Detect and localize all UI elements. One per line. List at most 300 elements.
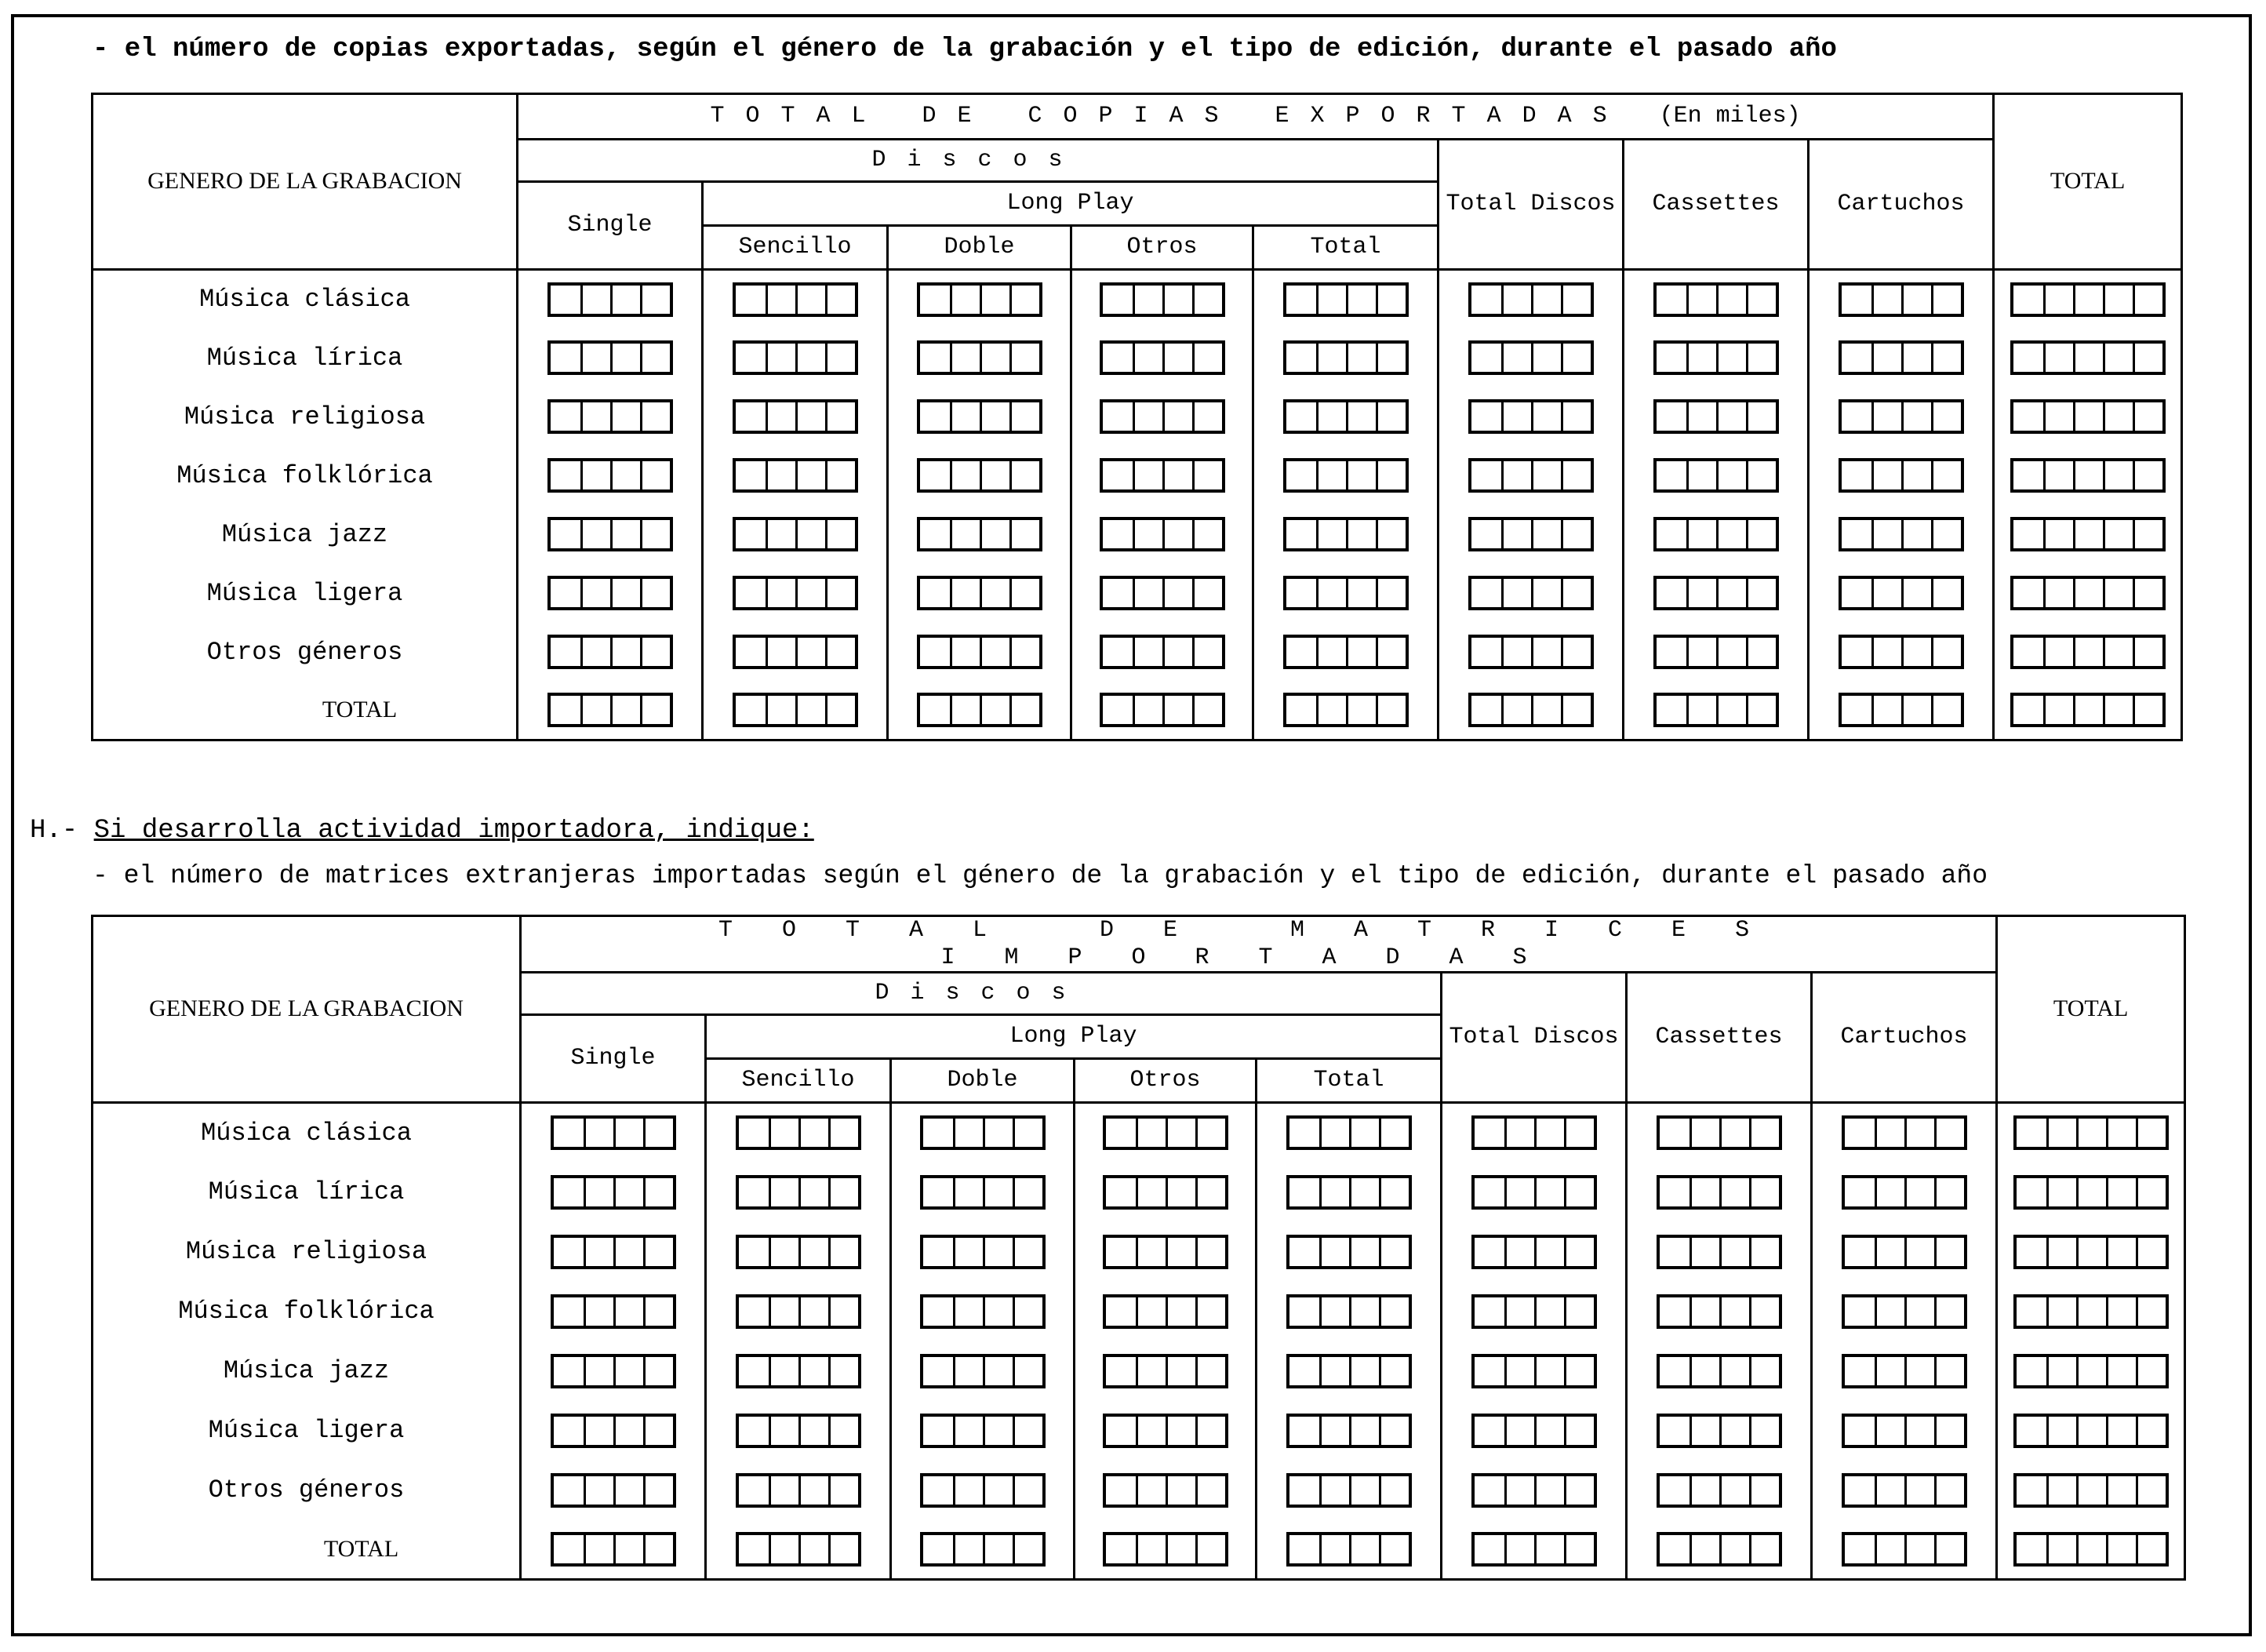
- digit-box[interactable]: [953, 1178, 983, 1206]
- digit-entry-boxes[interactable]: [920, 1115, 1046, 1150]
- digit-box[interactable]: [739, 1476, 769, 1505]
- digit-entry-boxes[interactable]: [1839, 458, 1964, 493]
- digit-box[interactable]: [1564, 1476, 1594, 1505]
- digit-box[interactable]: [1471, 286, 1501, 314]
- digit-entry-boxes[interactable]: [917, 693, 1042, 727]
- digit-box[interactable]: [1504, 1357, 1534, 1385]
- digit-box[interactable]: [1475, 1357, 1504, 1385]
- digit-entry-boxes[interactable]: [1842, 1354, 1967, 1388]
- digit-box[interactable]: [1106, 1238, 1136, 1266]
- digit-box[interactable]: [1934, 1417, 1964, 1445]
- digit-entry-boxes[interactable]: [736, 1414, 861, 1448]
- digit-entry-boxes[interactable]: [1471, 1294, 1597, 1329]
- digit-box[interactable]: [1657, 579, 1686, 607]
- digit-entry-boxes[interactable]: [1657, 1532, 1782, 1566]
- digit-box[interactable]: [1501, 344, 1531, 372]
- digit-box[interactable]: [739, 1119, 769, 1147]
- digit-entry-boxes[interactable]: [2013, 1532, 2169, 1566]
- digit-box[interactable]: [1166, 1238, 1195, 1266]
- digit-box[interactable]: [2073, 520, 2103, 548]
- digit-box[interactable]: [2076, 1297, 2106, 1326]
- digit-box[interactable]: [2046, 1535, 2076, 1563]
- digit-box[interactable]: [1166, 1119, 1195, 1147]
- digit-entry-boxes[interactable]: [1468, 282, 1594, 317]
- digit-box[interactable]: [1475, 1119, 1504, 1147]
- digit-box[interactable]: [2017, 1535, 2046, 1563]
- digit-box[interactable]: [1561, 286, 1591, 314]
- digit-entry-boxes[interactable]: [1100, 458, 1225, 493]
- digit-entry-boxes[interactable]: [551, 1414, 676, 1448]
- digit-entry-boxes[interactable]: [1103, 1115, 1228, 1150]
- digit-box[interactable]: [1286, 638, 1316, 666]
- digit-box[interactable]: [2046, 1119, 2076, 1147]
- digit-box[interactable]: [2013, 402, 2043, 431]
- digit-box[interactable]: [980, 344, 1009, 372]
- digit-entry-boxes[interactable]: [733, 458, 858, 493]
- digit-box[interactable]: [1842, 520, 1871, 548]
- digit-box[interactable]: [1564, 1535, 1594, 1563]
- digit-entry-boxes[interactable]: [917, 282, 1042, 317]
- digit-entry-boxes[interactable]: [1286, 1414, 1412, 1448]
- digit-box[interactable]: [1349, 1535, 1379, 1563]
- digit-entry-boxes[interactable]: [551, 1294, 676, 1329]
- digit-entry-boxes[interactable]: [2013, 1175, 2169, 1210]
- digit-entry-boxes[interactable]: [1286, 1115, 1412, 1150]
- digit-box[interactable]: [1689, 1417, 1719, 1445]
- digit-box[interactable]: [766, 579, 795, 607]
- digit-entry-boxes[interactable]: [2013, 1354, 2169, 1388]
- digit-box[interactable]: [825, 520, 855, 548]
- digit-entry-boxes[interactable]: [736, 1235, 861, 1269]
- digit-box[interactable]: [1901, 579, 1931, 607]
- digit-box[interactable]: [1534, 1357, 1564, 1385]
- digit-box[interactable]: [1716, 344, 1746, 372]
- digit-box[interactable]: [1475, 1476, 1504, 1505]
- digit-box[interactable]: [1013, 1119, 1042, 1147]
- digit-box[interactable]: [1106, 1357, 1136, 1385]
- digit-box[interactable]: [1842, 461, 1871, 489]
- digit-box[interactable]: [828, 1297, 858, 1326]
- digit-entry-boxes[interactable]: [1471, 1354, 1597, 1388]
- digit-box[interactable]: [2073, 344, 2103, 372]
- digit-entry-boxes[interactable]: [1653, 517, 1779, 551]
- digit-box[interactable]: [1561, 579, 1591, 607]
- digit-box[interactable]: [1749, 1297, 1779, 1326]
- digit-entry-boxes[interactable]: [1653, 282, 1779, 317]
- digit-box[interactable]: [983, 1476, 1013, 1505]
- digit-box[interactable]: [825, 344, 855, 372]
- digit-box[interactable]: [1346, 344, 1376, 372]
- digit-box[interactable]: [2013, 286, 2043, 314]
- digit-box[interactable]: [828, 1476, 858, 1505]
- digit-box[interactable]: [1716, 461, 1746, 489]
- digit-box[interactable]: [950, 696, 980, 724]
- digit-box[interactable]: [554, 1357, 584, 1385]
- digit-entry-boxes[interactable]: [1471, 1532, 1597, 1566]
- digit-box[interactable]: [1379, 1357, 1409, 1385]
- digit-box[interactable]: [2013, 461, 2043, 489]
- digit-box[interactable]: [551, 696, 580, 724]
- digit-box[interactable]: [953, 1238, 983, 1266]
- digit-box[interactable]: [1289, 1119, 1319, 1147]
- digit-box[interactable]: [1316, 461, 1346, 489]
- digit-box[interactable]: [2076, 1178, 2106, 1206]
- digit-entry-boxes[interactable]: [920, 1414, 1046, 1448]
- digit-box[interactable]: [1934, 1178, 1964, 1206]
- digit-box[interactable]: [1192, 520, 1222, 548]
- digit-box[interactable]: [1376, 286, 1406, 314]
- digit-box[interactable]: [1475, 1535, 1504, 1563]
- digit-box[interactable]: [1564, 1297, 1594, 1326]
- digit-box[interactable]: [2073, 579, 2103, 607]
- digit-box[interactable]: [1904, 1178, 1934, 1206]
- digit-box[interactable]: [923, 1297, 953, 1326]
- digit-box[interactable]: [610, 696, 640, 724]
- digit-entry-boxes[interactable]: [551, 1532, 676, 1566]
- digit-box[interactable]: [584, 1535, 613, 1563]
- digit-box[interactable]: [1136, 1178, 1166, 1206]
- digit-box[interactable]: [1013, 1178, 1042, 1206]
- digit-box[interactable]: [1289, 1476, 1319, 1505]
- digit-entry-boxes[interactable]: [547, 635, 673, 669]
- digit-box[interactable]: [1192, 638, 1222, 666]
- digit-entry-boxes[interactable]: [1842, 1175, 1967, 1210]
- digit-box[interactable]: [2133, 638, 2162, 666]
- digit-entry-boxes[interactable]: [1103, 1414, 1228, 1448]
- digit-box[interactable]: [1013, 1476, 1042, 1505]
- digit-box[interactable]: [2043, 461, 2073, 489]
- digit-box[interactable]: [1686, 520, 1716, 548]
- digit-box[interactable]: [920, 461, 950, 489]
- digit-entry-boxes[interactable]: [1471, 1115, 1597, 1150]
- digit-entry-boxes[interactable]: [1283, 340, 1409, 375]
- digit-box[interactable]: [2017, 1238, 2046, 1266]
- digit-box[interactable]: [953, 1476, 983, 1505]
- digit-box[interactable]: [798, 1297, 828, 1326]
- digit-box[interactable]: [1904, 1535, 1934, 1563]
- digit-box[interactable]: [1103, 344, 1133, 372]
- digit-box[interactable]: [2136, 1357, 2166, 1385]
- digit-entry-boxes[interactable]: [1842, 1414, 1967, 1448]
- digit-entry-boxes[interactable]: [920, 1532, 1046, 1566]
- digit-box[interactable]: [1501, 461, 1531, 489]
- digit-box[interactable]: [1504, 1297, 1534, 1326]
- digit-box[interactable]: [828, 1357, 858, 1385]
- digit-box[interactable]: [828, 1119, 858, 1147]
- digit-box[interactable]: [2046, 1238, 2076, 1266]
- digit-entry-boxes[interactable]: [1283, 282, 1409, 317]
- digit-box[interactable]: [795, 344, 825, 372]
- digit-entry-boxes[interactable]: [1286, 1532, 1412, 1566]
- digit-box[interactable]: [766, 461, 795, 489]
- digit-box[interactable]: [640, 402, 670, 431]
- digit-box[interactable]: [1166, 1476, 1195, 1505]
- digit-box[interactable]: [1716, 579, 1746, 607]
- digit-box[interactable]: [551, 461, 580, 489]
- digit-entry-boxes[interactable]: [1842, 1115, 1967, 1150]
- digit-box[interactable]: [1376, 461, 1406, 489]
- digit-entry-boxes[interactable]: [551, 1235, 676, 1269]
- digit-entry-boxes[interactable]: [917, 517, 1042, 551]
- digit-box[interactable]: [1504, 1476, 1534, 1505]
- digit-entry-boxes[interactable]: [1103, 1294, 1228, 1329]
- digit-box[interactable]: [983, 1357, 1013, 1385]
- digit-box[interactable]: [610, 402, 640, 431]
- digit-box[interactable]: [1286, 402, 1316, 431]
- digit-box[interactable]: [1842, 579, 1871, 607]
- digit-box[interactable]: [613, 1476, 643, 1505]
- digit-box[interactable]: [950, 638, 980, 666]
- digit-box[interactable]: [1875, 1417, 1904, 1445]
- digit-box[interactable]: [2136, 1238, 2166, 1266]
- digit-entry-boxes[interactable]: [1100, 635, 1225, 669]
- digit-box[interactable]: [1561, 520, 1591, 548]
- digit-box[interactable]: [580, 696, 610, 724]
- digit-box[interactable]: [1716, 286, 1746, 314]
- digit-box[interactable]: [2043, 579, 2073, 607]
- digit-entry-boxes[interactable]: [1283, 458, 1409, 493]
- digit-box[interactable]: [1561, 696, 1591, 724]
- digit-box[interactable]: [769, 1178, 798, 1206]
- digit-box[interactable]: [2133, 286, 2162, 314]
- digit-box[interactable]: [1931, 286, 1961, 314]
- digit-box[interactable]: [2017, 1119, 2046, 1147]
- digit-box[interactable]: [795, 461, 825, 489]
- digit-box[interactable]: [2073, 402, 2103, 431]
- digit-box[interactable]: [640, 461, 670, 489]
- digit-box[interactable]: [828, 1417, 858, 1445]
- digit-entry-boxes[interactable]: [1283, 576, 1409, 610]
- digit-box[interactable]: [1842, 696, 1871, 724]
- digit-entry-boxes[interactable]: [917, 635, 1042, 669]
- digit-entry-boxes[interactable]: [2013, 1414, 2169, 1448]
- digit-entry-boxes[interactable]: [551, 1175, 676, 1210]
- digit-box[interactable]: [1162, 696, 1192, 724]
- digit-box[interactable]: [1195, 1238, 1225, 1266]
- digit-box[interactable]: [950, 520, 980, 548]
- digit-box[interactable]: [1009, 638, 1039, 666]
- digit-box[interactable]: [1660, 1417, 1689, 1445]
- digit-box[interactable]: [1686, 579, 1716, 607]
- digit-box[interactable]: [1316, 286, 1346, 314]
- digit-box[interactable]: [1534, 1119, 1564, 1147]
- digit-box[interactable]: [613, 1297, 643, 1326]
- digit-box[interactable]: [1875, 1476, 1904, 1505]
- digit-box[interactable]: [1349, 1297, 1379, 1326]
- digit-box[interactable]: [1195, 1119, 1225, 1147]
- digit-box[interactable]: [580, 461, 610, 489]
- digit-box[interactable]: [2106, 1238, 2136, 1266]
- digit-box[interactable]: [953, 1535, 983, 1563]
- digit-box[interactable]: [1346, 579, 1376, 607]
- digit-box[interactable]: [1286, 344, 1316, 372]
- digit-entry-boxes[interactable]: [920, 1175, 1046, 1210]
- digit-box[interactable]: [1103, 638, 1133, 666]
- digit-box[interactable]: [1133, 520, 1162, 548]
- digit-box[interactable]: [1531, 520, 1561, 548]
- digit-entry-boxes[interactable]: [551, 1115, 676, 1150]
- digit-box[interactable]: [1564, 1178, 1594, 1206]
- digit-entry-boxes[interactable]: [1103, 1175, 1228, 1210]
- digit-box[interactable]: [613, 1238, 643, 1266]
- digit-box[interactable]: [1349, 1417, 1379, 1445]
- digit-entry-boxes[interactable]: [551, 1354, 676, 1388]
- digit-box[interactable]: [1871, 579, 1901, 607]
- digit-box[interactable]: [2076, 1476, 2106, 1505]
- digit-box[interactable]: [2076, 1119, 2106, 1147]
- digit-box[interactable]: [1133, 461, 1162, 489]
- digit-entry-boxes[interactable]: [920, 1473, 1046, 1508]
- digit-box[interactable]: [1561, 344, 1591, 372]
- digit-box[interactable]: [1746, 520, 1776, 548]
- digit-box[interactable]: [2076, 1417, 2106, 1445]
- digit-box[interactable]: [1875, 1297, 1904, 1326]
- digit-box[interactable]: [1316, 579, 1346, 607]
- digit-box[interactable]: [1934, 1476, 1964, 1505]
- digit-box[interactable]: [1106, 1476, 1136, 1505]
- digit-box[interactable]: [1192, 579, 1222, 607]
- digit-box[interactable]: [2076, 1357, 2106, 1385]
- digit-box[interactable]: [1009, 344, 1039, 372]
- digit-entry-boxes[interactable]: [2010, 517, 2166, 551]
- digit-box[interactable]: [1746, 579, 1776, 607]
- digit-box[interactable]: [1564, 1417, 1594, 1445]
- digit-box[interactable]: [1195, 1535, 1225, 1563]
- digit-box[interactable]: [1871, 638, 1901, 666]
- digit-entry-boxes[interactable]: [1657, 1235, 1782, 1269]
- digit-box[interactable]: [1842, 638, 1871, 666]
- digit-box[interactable]: [953, 1417, 983, 1445]
- digit-entry-boxes[interactable]: [1839, 399, 1964, 434]
- digit-box[interactable]: [1319, 1535, 1349, 1563]
- digit-box[interactable]: [920, 638, 950, 666]
- digit-box[interactable]: [1319, 1417, 1349, 1445]
- digit-box[interactable]: [1931, 461, 1961, 489]
- digit-entry-boxes[interactable]: [1653, 399, 1779, 434]
- digit-entry-boxes[interactable]: [1839, 282, 1964, 317]
- digit-entry-boxes[interactable]: [1471, 1235, 1597, 1269]
- digit-box[interactable]: [1316, 696, 1346, 724]
- digit-box[interactable]: [923, 1119, 953, 1147]
- digit-box[interactable]: [1842, 286, 1871, 314]
- digit-box[interactable]: [1719, 1178, 1749, 1206]
- digit-box[interactable]: [950, 579, 980, 607]
- digit-entry-boxes[interactable]: [2010, 693, 2166, 727]
- digit-box[interactable]: [1534, 1238, 1564, 1266]
- digit-box[interactable]: [920, 520, 950, 548]
- digit-box[interactable]: [1842, 402, 1871, 431]
- digit-box[interactable]: [1013, 1417, 1042, 1445]
- digit-box[interactable]: [1716, 402, 1746, 431]
- digit-box[interactable]: [580, 579, 610, 607]
- digit-box[interactable]: [1166, 1357, 1195, 1385]
- digit-box[interactable]: [551, 402, 580, 431]
- digit-box[interactable]: [643, 1417, 673, 1445]
- digit-box[interactable]: [1531, 461, 1561, 489]
- digit-box[interactable]: [2106, 1297, 2136, 1326]
- digit-box[interactable]: [983, 1119, 1013, 1147]
- digit-entry-boxes[interactable]: [547, 458, 673, 493]
- digit-box[interactable]: [1934, 1119, 1964, 1147]
- digit-box[interactable]: [1749, 1119, 1779, 1147]
- digit-box[interactable]: [953, 1297, 983, 1326]
- digit-box[interactable]: [1136, 1119, 1166, 1147]
- digit-box[interactable]: [1719, 1297, 1749, 1326]
- digit-box[interactable]: [1716, 520, 1746, 548]
- digit-box[interactable]: [1931, 579, 1961, 607]
- digit-box[interactable]: [1561, 638, 1591, 666]
- digit-box[interactable]: [1133, 344, 1162, 372]
- digit-box[interactable]: [643, 1178, 673, 1206]
- digit-box[interactable]: [828, 1535, 858, 1563]
- digit-box[interactable]: [584, 1297, 613, 1326]
- digit-box[interactable]: [2106, 1178, 2136, 1206]
- digit-box[interactable]: [1009, 461, 1039, 489]
- digit-box[interactable]: [769, 1357, 798, 1385]
- digit-box[interactable]: [1471, 461, 1501, 489]
- digit-box[interactable]: [1013, 1238, 1042, 1266]
- digit-box[interactable]: [1931, 344, 1961, 372]
- digit-box[interactable]: [1475, 1178, 1504, 1206]
- digit-box[interactable]: [1904, 1417, 1934, 1445]
- digit-entry-boxes[interactable]: [2013, 1473, 2169, 1508]
- digit-entry-boxes[interactable]: [736, 1532, 861, 1566]
- digit-entry-boxes[interactable]: [1286, 1294, 1412, 1329]
- digit-box[interactable]: [923, 1417, 953, 1445]
- digit-box[interactable]: [1319, 1476, 1349, 1505]
- digit-box[interactable]: [798, 1357, 828, 1385]
- digit-box[interactable]: [953, 1119, 983, 1147]
- digit-box[interactable]: [1749, 1178, 1779, 1206]
- digit-box[interactable]: [1871, 402, 1901, 431]
- digit-box[interactable]: [1504, 1238, 1534, 1266]
- digit-box[interactable]: [739, 1535, 769, 1563]
- digit-box[interactable]: [1934, 1357, 1964, 1385]
- digit-box[interactable]: [1316, 520, 1346, 548]
- digit-box[interactable]: [1845, 1417, 1875, 1445]
- digit-box[interactable]: [1719, 1476, 1749, 1505]
- digit-box[interactable]: [1316, 638, 1346, 666]
- digit-box[interactable]: [1689, 1535, 1719, 1563]
- digit-box[interactable]: [798, 1417, 828, 1445]
- digit-box[interactable]: [1689, 1297, 1719, 1326]
- digit-box[interactable]: [1289, 1297, 1319, 1326]
- digit-entry-boxes[interactable]: [1283, 635, 1409, 669]
- digit-entry-boxes[interactable]: [736, 1115, 861, 1150]
- digit-box[interactable]: [1660, 1238, 1689, 1266]
- digit-box[interactable]: [1875, 1357, 1904, 1385]
- digit-box[interactable]: [1379, 1297, 1409, 1326]
- digit-box[interactable]: [1504, 1535, 1534, 1563]
- digit-box[interactable]: [736, 286, 766, 314]
- digit-box[interactable]: [920, 579, 950, 607]
- digit-entry-boxes[interactable]: [917, 458, 1042, 493]
- digit-box[interactable]: [1136, 1417, 1166, 1445]
- digit-box[interactable]: [1346, 696, 1376, 724]
- digit-entry-boxes[interactable]: [1657, 1115, 1782, 1150]
- digit-entry-boxes[interactable]: [917, 340, 1042, 375]
- digit-box[interactable]: [1103, 402, 1133, 431]
- digit-box[interactable]: [1289, 1178, 1319, 1206]
- digit-box[interactable]: [1660, 1297, 1689, 1326]
- digit-box[interactable]: [739, 1178, 769, 1206]
- digit-box[interactable]: [2136, 1119, 2166, 1147]
- digit-box[interactable]: [2133, 520, 2162, 548]
- digit-box[interactable]: [1686, 344, 1716, 372]
- digit-entry-boxes[interactable]: [1657, 1175, 1782, 1210]
- digit-box[interactable]: [766, 344, 795, 372]
- digit-box[interactable]: [923, 1476, 953, 1505]
